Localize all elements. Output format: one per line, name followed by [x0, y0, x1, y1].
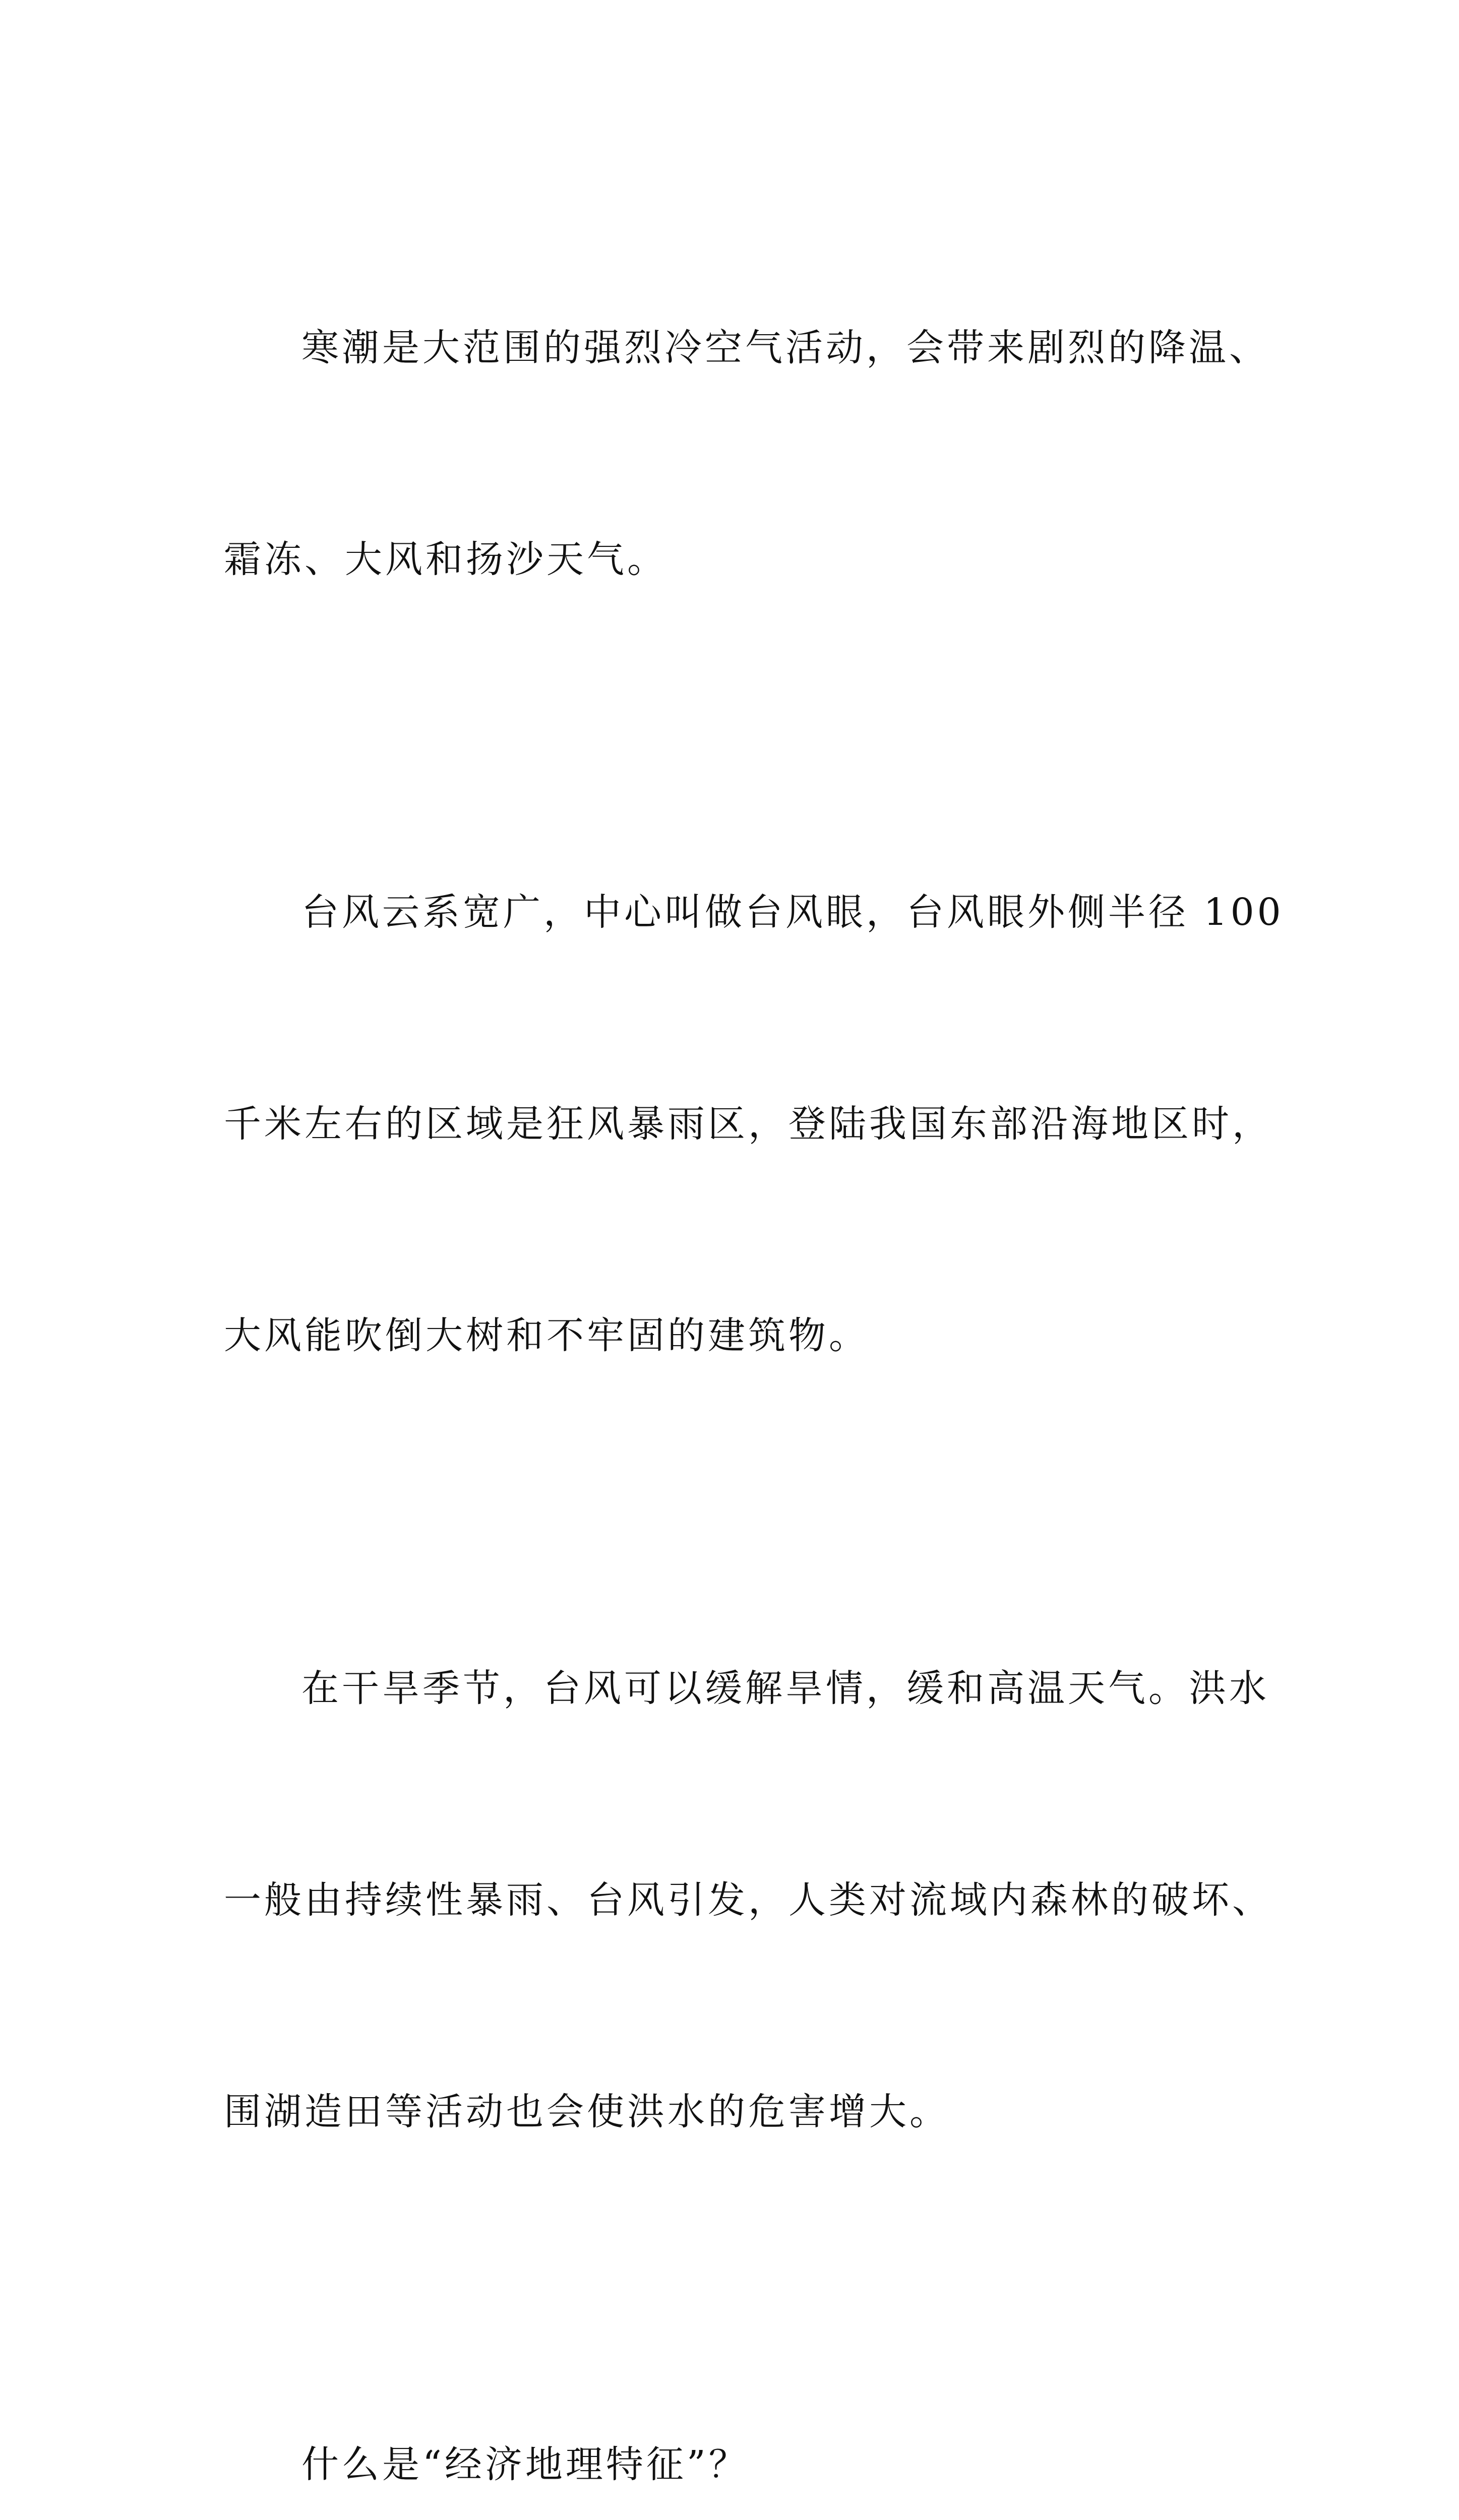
text-line: 千米左右的区域是狂风暴雨区，登陆我国东部沿海地区时，: [224, 1102, 1272, 1146]
text-line: 什么是“经济地理特征”？: [301, 2443, 749, 2486]
text-line: 大风能吹倒大树和不牢固的建筑物。: [224, 1314, 869, 1357]
document-body: [224, 171, 1284, 2520]
paragraph-question: [224, 2288, 1257, 2520]
paragraph-typhoon: [224, 736, 1284, 1512]
text-line: 在干旱季节，台风可以缓解旱情，缓和高温天气。洪水: [301, 1667, 1269, 1710]
text-line: 围湖造田等活动也会使洪水的危害增大。: [224, 2090, 950, 2133]
text-line: 一般由持续性暴雨、台风引发，人类对流域内森林的破坏、: [224, 1878, 1272, 1922]
text-line: 霜冻、大风和扬沙天气。: [224, 538, 667, 581]
paragraph-drought-flood: [224, 1512, 1272, 2288]
text-line: 寒潮是大范围的强烈冷空气活动，会带来剧烈的降温、: [301, 326, 1269, 369]
paragraph-cold-wave: [224, 171, 1269, 736]
text-line: 台风云系宽广，中心叫做台风眼，台风眼外侧半径 100: [301, 891, 1284, 934]
